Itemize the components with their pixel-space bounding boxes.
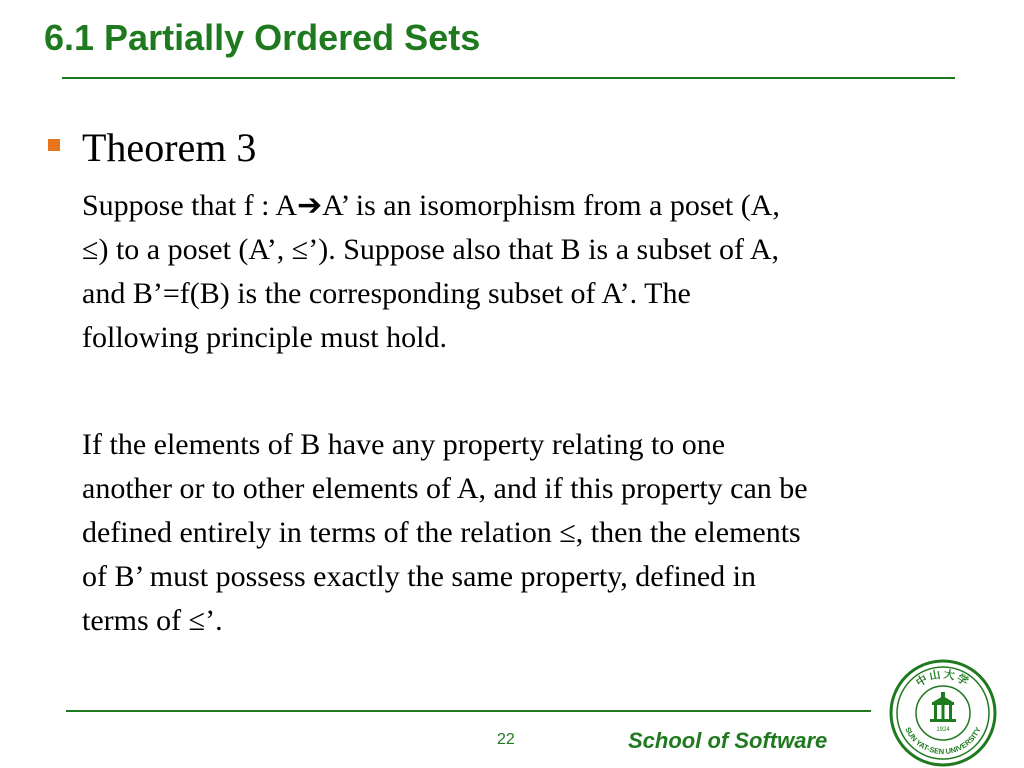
title-divider	[62, 77, 955, 79]
school-name: School of Software	[628, 728, 828, 753]
principle-line: terms of ≤’.	[82, 604, 223, 637]
principle-paragraph	[82, 423, 987, 643]
principle-line: defined entirely in terms of the relation ≤, then the elements	[82, 516, 801, 549]
principle-line: If the elements of B have any property relating to one	[82, 428, 726, 461]
theorem-heading: Theorem 3	[82, 125, 257, 170]
principle-line: of B’ must possess exactly the same property, defined in	[82, 560, 757, 593]
bullet-item	[48, 124, 256, 172]
principle-line: another or to other elements of A, and if this property can be	[82, 472, 808, 505]
statement-line: Suppose that f : A➔A’ is an isomorphism from a poset (A,	[82, 189, 780, 222]
seal-english-text: SUN YAT-SEN UNIVERSITY	[903, 725, 983, 757]
square-bullet-icon	[48, 139, 60, 151]
seal-chinese-text: 中山大学	[913, 667, 973, 690]
slide-title: 6.1 Partially Ordered Sets	[44, 17, 481, 58]
statement-line: and B’=f(B) is the corresponding subset of A’. The	[82, 277, 691, 310]
statement-line: following principle must hold.	[82, 321, 447, 354]
university-seal-logo	[888, 658, 998, 768]
statement-line: ≤) to a poset (A’, ≤’). Suppose also that B is a subset of A,	[82, 233, 780, 266]
footer-divider	[66, 710, 871, 712]
page-number: 22	[497, 731, 515, 748]
theorem-statement	[82, 184, 987, 360]
seal-year: 1924	[936, 727, 950, 733]
